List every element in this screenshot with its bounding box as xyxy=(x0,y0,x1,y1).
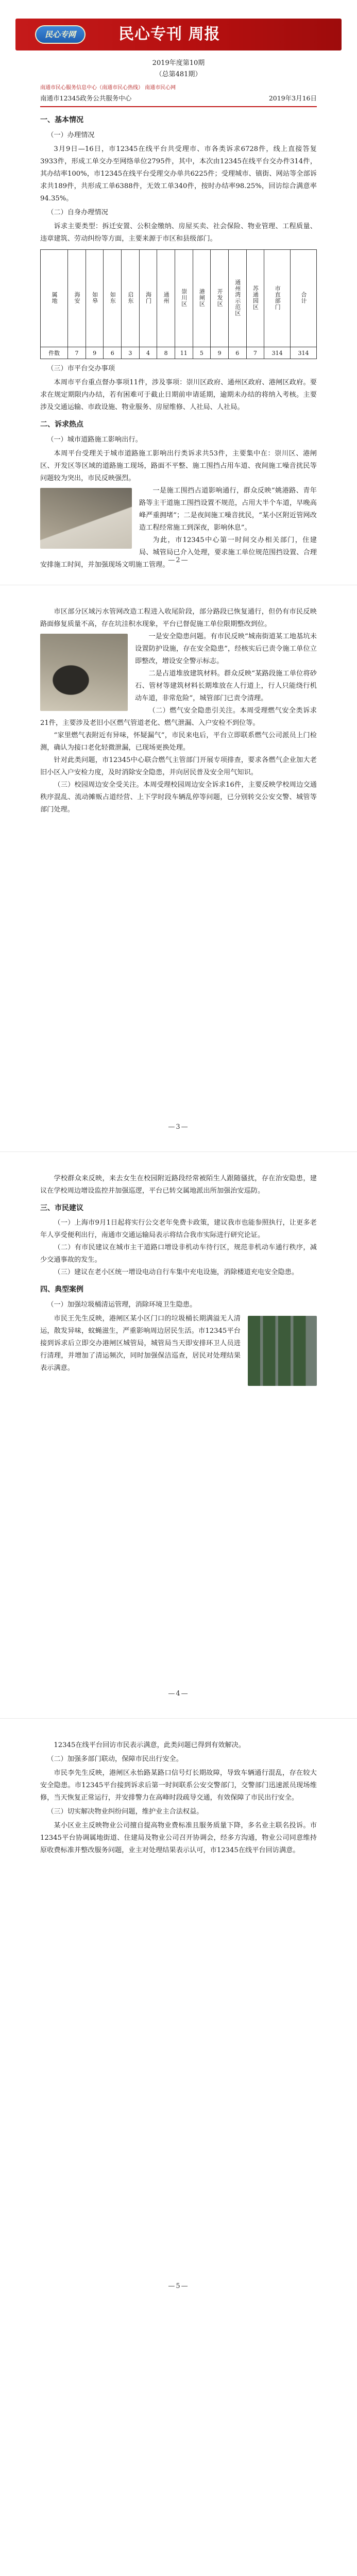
paragraph: （一）上海市9月1日起将实行公交老年免费卡政策，建议我市也能参照执行，让更多老年人享受便利出行，南通市交通运输局表示将结合我市实际进行研究论证。 xyxy=(40,1219,317,1239)
table-header-cell: 崇川区 xyxy=(175,250,193,347)
subsection-title: （二）自身办理情况 xyxy=(47,209,108,216)
paragraph: （二）燃气安全隐患引关注。本周受理燃气安全类诉求21件，主要涉及老旧小区燃气管道老化、燃气泄漏、入户安检不到位等。 xyxy=(40,707,317,727)
table-header-cell: 海安 xyxy=(68,250,86,347)
table-cell: 6 xyxy=(228,347,246,359)
table-cell: 5 xyxy=(193,347,211,359)
table-header-cell: 属地 xyxy=(41,250,68,347)
page-3 xyxy=(0,1152,357,1719)
table-header-cell: 启东 xyxy=(122,250,140,347)
publisher: 南通市12345政务公共服务中心 xyxy=(40,94,132,102)
seal-line-1: 南通市民心服务信息中心（南通市民心热线） 南通市民心网 xyxy=(40,85,176,91)
paragraph: 一是施工围挡占道影响通行，群众反映“姚港路、青年路等主干道施工围挡设置不规范，占用大半个车道，早晚高峰严重拥堵”；二是夜间施工噪音扰民，“某小区附近管网改造工程经常施工到深夜，影响休息”。 xyxy=(139,487,317,532)
trash-bins-photo xyxy=(248,1316,317,1386)
issue-total: （总第481期） xyxy=(155,71,202,78)
issue-number: 2019年度第10期 xyxy=(152,59,205,67)
subsection-title: （二）加强多部门联动，保障市民出行安全。 xyxy=(47,1755,183,1763)
paragraph: 诉求主要类型：拆迁安置、公积金缴纳、房屋买卖、社会保险、物业管理、工程质量、违章建筑、劳动纠纷等方面，主要来源于市区和县级部门。 xyxy=(40,223,317,243)
paragraph: 二是占道堆放建筑材料。群众反映“某路段施工单位将砂石、管材等建筑材料长期堆放在人行道上，行人只能绕行机动车道，非常危险”，城管部门已责令清理。 xyxy=(135,670,317,702)
subsection-title: （一）加强垃圾桶清运管理，消除环境卫生隐患。 xyxy=(47,1301,197,1309)
paragraph: （二）有市民建议在城市主干道路口增设非机动车待行区，规范非机动车通行秩序，减少交通事故的发生。 xyxy=(40,1244,317,1264)
page-1 xyxy=(0,19,357,585)
table-header-cell: 通州湾示范区 xyxy=(228,250,246,347)
table-cell: 314 xyxy=(290,347,316,359)
table-header-cell: 如皋 xyxy=(86,250,104,347)
paragraph: 本周市平台重点督办事项11件，涉及事项：崇川区政府、通州区政府、港闸区政府。要求在规定期限内办结，若有困难可于截止日期前申请延期，逾期未办结的将纳入考核。主要涉及交通运输、市政设施、物业服务、房屋维修、人社局、人社局。 xyxy=(40,379,317,411)
paragraph: 市民王先生反映，港闸区某小区门口的垃圾桶长期满溢无人清运，散发异味，蚊蝇滋生，严重影响周边居民生活。市12345平台接到诉求后立即交办港闸区城管局，城管局当天即安排环卫人员进行清理，并增加了清运频次，同时加强保洁巡查，居民对处理结果表示满意。 xyxy=(40,1315,241,1372)
table-header-cell: 合计 xyxy=(290,250,316,347)
table-row-label: 件数 xyxy=(41,347,68,359)
publisher-row xyxy=(40,93,317,104)
publication-title: 民心专刊 周报 xyxy=(118,25,220,43)
table-header-cell: 通州 xyxy=(157,250,175,347)
logo-badge xyxy=(35,25,86,44)
paragraph: 12345在线平台回访市民表示满意，此类问题已得到有效解决。 xyxy=(54,1741,246,1749)
table-header-cell: 市直部门 xyxy=(264,250,291,347)
paragraph: “家里燃气表附近有异味，怀疑漏气”，市民来电后，平台立即联系燃气公司派员上门检测，确认为接口老化轻微泄漏，已现场更换处理。 xyxy=(40,732,317,752)
table-header-cell: 开发区 xyxy=(211,250,229,347)
paragraph: 学校群众来反映，来去女生在校园附近路段经常被陌生人跟随骚扰，存在治安隐患，建议在学校周边增设监控并加强巡逻，平台已转交属地派出所加强治安巡防。 xyxy=(40,1175,317,1195)
paragraph: 针对此类问题，市12345中心联合燃气主管部门开展专项排查，要求各燃气企业加大老旧小区入户安检力度，及时消除安全隐患，并向居民普及安全用气知识。 xyxy=(40,756,317,776)
table-header-cell: 如东 xyxy=(104,250,122,347)
paragraph: （三）校园周边安全受关注。本周受理校园周边安全诉求16件，主要反映学校周边交通秩序混乱、流动摊贩占道经营、上下学时段车辆乱停等问题，已分别转交公安交警、城管等部门处理。 xyxy=(40,781,317,814)
page-number: —5— xyxy=(168,2282,189,2290)
page-2 xyxy=(0,585,357,1152)
table-row xyxy=(41,347,317,359)
table-cell: 7 xyxy=(246,347,264,359)
section-title: 一、基本情况 xyxy=(40,116,83,124)
photo-paragraph-block xyxy=(40,485,317,534)
subsection-title: （一）办理情况 xyxy=(47,131,95,139)
paragraph: （三）建议在老小区统一增设电动自行车集中充电设施，消除楼道充电安全隐患。 xyxy=(54,1268,299,1276)
table-header-cell: 海门 xyxy=(139,250,157,347)
construction-photo xyxy=(40,488,132,549)
table-cell: 8 xyxy=(157,347,175,359)
section-title: 四、典型案例 xyxy=(40,1285,83,1294)
page-4 xyxy=(0,1719,357,2311)
page-number: —4— xyxy=(168,1690,189,1698)
header-divider xyxy=(40,106,317,107)
logo-text: 民心专网 xyxy=(44,30,76,39)
subsection-title: （一）城市道路施工影响出行。 xyxy=(47,436,142,444)
paragraph: 3月9日—16日，市12345在线平台共受理市、市各类诉求6728件，线上直接答复3933件，形成工单交办至网络单位2795件，其中，本次由12345在线平台交办件314件，其办结率100%，市12345在线平台受理交办单共6225件；受理城市、镇街、网站等全部诉求共189件，共形成工单6388件，无效工单340件，按时办结率98.25%，回访综合满意率94.35%。 xyxy=(40,145,317,202)
table-cell: 11 xyxy=(175,347,193,359)
table-cell: 3 xyxy=(122,347,140,359)
table-header-row xyxy=(41,250,317,347)
section-title: 三、市民建议 xyxy=(40,1204,83,1212)
table-cell: 9 xyxy=(86,347,104,359)
page-number: —3— xyxy=(168,1123,189,1131)
table-header-cell: 港闸区 xyxy=(193,250,211,347)
publish-date: 2019年3月16日 xyxy=(268,94,317,102)
photo-paragraph-block xyxy=(40,1313,317,1375)
subsection-title: （三）市平台交办事项 xyxy=(47,365,115,372)
paragraph: 本周平台受理关于城市道路施工影响出行类诉求共53件，主要集中在：崇川区、港闸区、开发区等区域的道路施工现场，路面不平整、施工围挡占用车道、夜间施工噪音扰民等问题较为突出，市民反映强烈。 xyxy=(40,450,317,482)
header-banner xyxy=(15,19,342,50)
paragraph: 一是安全隐患问题。有市民反映“城南街道某工地基坑未设置防护设施，存在安全隐患”，经核实后已责令施工单位立即整改，增设安全警示标志。 xyxy=(135,633,317,665)
page-number: —2— xyxy=(168,556,189,564)
section-title: 二、诉求热点 xyxy=(40,420,83,429)
table-cell: 314 xyxy=(264,347,291,359)
paragraph: 市区部分区域污水管网改造工程进入收尾阶段，部分路段已恢复通行，但仍有市民反映路面修复质量不高，存在坑洼积水现象，平台已督促施工单位限期整改到位。 xyxy=(40,608,317,628)
statistics-table xyxy=(40,249,317,359)
table-cell: 7 xyxy=(68,347,86,359)
paragraph: 为此，市12345中心第一时间交办相关部门，住建局、城管局已介入处理，要求施工单位规范围挡设置、合理安排施工时间，并加强现场文明施工管理。 xyxy=(40,536,317,569)
photo-paragraph-block xyxy=(40,631,317,705)
table-cell: 6 xyxy=(104,347,122,359)
pipeline-photo xyxy=(40,634,128,711)
table-cell: 4 xyxy=(139,347,157,359)
subsection-title: （三）切实解决物业纠纷问题，维护业主合法权益。 xyxy=(47,1808,203,1816)
paragraph: 市民李先生反映，港闸区永怡路某路口信号灯长期故障，导致车辆通行混乱，存在较大安全隐患。市12345平台接到诉求后第一时间联系公安交警部门，交警部门迅速派员现场维修，当天恢复正常运行，并安排警力在高峰时段疏导交通，有效保障了市民出行安全。 xyxy=(40,1769,317,1802)
paragraph: 某小区业主反映物业公司擅自提高物业费标准且服务质量下降，多名业主联名投诉。市12345平台协调属地街道、住建局及物业公司召开协调会，经多方沟通，物业公司同意维持原收费标准并整改服务问题，业主对处理结果表示认可，市12345在线平台回访满意。 xyxy=(40,1822,317,1854)
table-cell: 9 xyxy=(211,347,229,359)
table-header-cell: 苏通园区 xyxy=(246,250,264,347)
